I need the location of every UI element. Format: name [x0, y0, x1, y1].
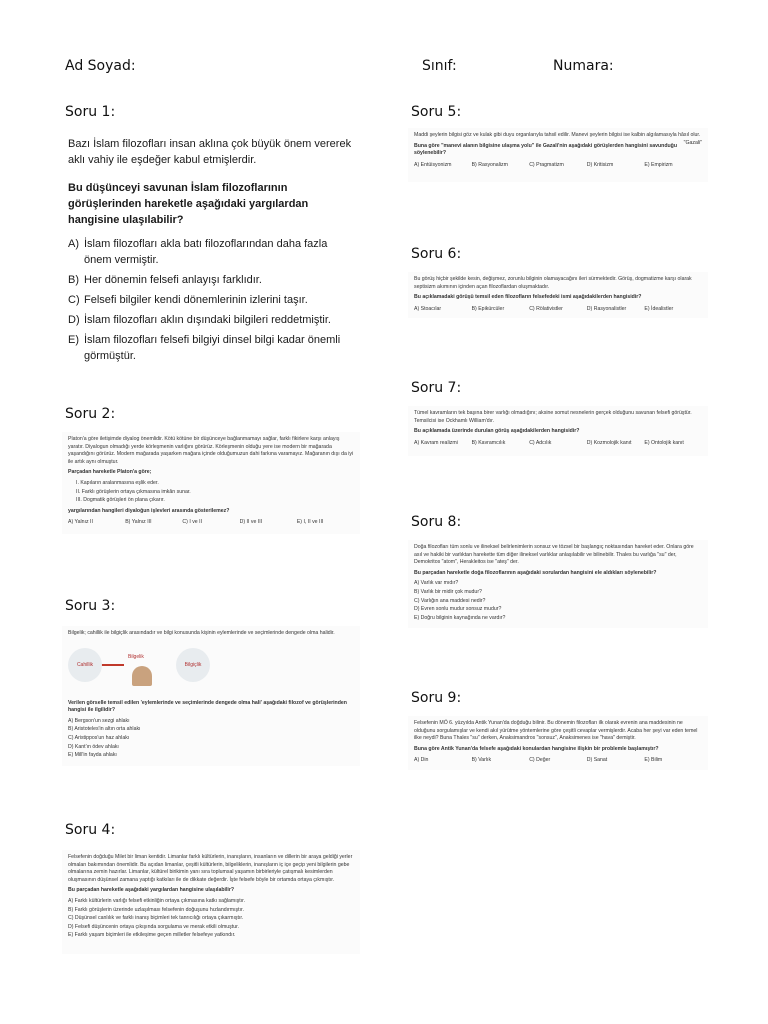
q7-option: E) Ontolojik kanıt [644, 439, 684, 446]
q4-body [62, 850, 360, 954]
q8-text: Doğa filozofları tüm sonlu ve ilineksel belirlenimlerin sonsuz ve tözsel bir başlangıç noktasından hareket eder. Onlara göre asıl ve hakiki bir varlıktan harekette tüm diğer ilineksel varlıklar anlaşılabilir ve bilinebilir. Thales bu varlığa "su" der, Demokritos "atom", Herakleitos ise "ateş" der. [414, 544, 694, 566]
q3-option: A) Bergson'un sezgi ahlakı [68, 717, 130, 724]
q5-question: Buna göre "manevi alanın bilgisine ulaşma yolu" ile Gazali'nin aşağıdaki görüşlerden hangisini savunduğu söylenebilir? [414, 142, 677, 157]
q1-option-a: A) İslam filozofları akla batı filozoflarından daha fazla önem vermiştir. [68, 238, 328, 266]
q2-option: A) Yalnız II [68, 519, 93, 526]
q2-lead: Parçadan hareketle Platon'a göre; [68, 469, 152, 476]
q1-text: Bazı İslam filozofları insan aklına çok büyük önem vererek aklı vahiy ile eşdeğer kabul etmişlerdir. [68, 138, 352, 166]
balance-fulcrum [132, 666, 152, 686]
figure-middle-label: Bilgelik [128, 653, 144, 660]
q4-option: B) Farklı görüşlerin üzerinde uzlaşılması felsefenin doğuşunu hızlandırmıştır. [68, 906, 244, 913]
q1-option-b: B) Her dönemin felsefi anlayışı farklıdır. [68, 274, 262, 286]
q9-options [414, 757, 702, 765]
q6-option: A) Stoacılar [414, 305, 442, 312]
q3-question: Verilen görselle temsil edilen 'eylemlerinde ve seçimlerinde dengede olma hali' aşağıdaki filozof ve görüşlerinden hangisi ile ilgilidir? [68, 699, 347, 714]
q9-option: C) Değer [529, 757, 551, 764]
q9-option: D) Sanat [586, 757, 608, 764]
q2-option: C) I ve II [182, 519, 203, 526]
q8-option: A) Varlık var mıdır? [414, 580, 459, 587]
number-label: Numara: [553, 58, 614, 74]
q3-text: Bilgelik; cahillik ile bilgiçlik arasındadır ve bilgi konusunda kişinin eylemlerinde ve seçimlerinde dengede olma halidir. [68, 630, 335, 636]
q3-option: C) Aristippos'un haz ahlakı [68, 734, 130, 741]
q2-text: Platon'a göre iletişimde diyalog önemlidir. Kötü kötüne bir düşünceye bağlanmamayı sağlar, farklı fikirlere karşı anlayış yaratır. Diyalogun olmadığı yerde körleşmenin varlığını görürüz. Körleşmenin olduğu yere ise modern bir mağarada yaşandığını görürüz. Modern mağarada yaşarken mağara içinde olduğumuzun dahi farkına varamayız. Mağaranın dışı da iyi ile artık aynı olmuştur. [68, 436, 354, 465]
q2-body [62, 432, 360, 534]
q8-option: B) Varlık bir midir çok mudur? [414, 588, 482, 595]
q9-body [408, 716, 708, 770]
q8-option: C) Varlığın ana maddesi nedir? [414, 597, 486, 604]
q6-text: Bu görüş hiçbir şekilde kesin, değişmez, zorunlu bilginin olamayacağını ileri sürmektedir. Görüş, dogmatizme karşı olarak septisizm akımının içinden açan filozoflardan oluşmaktadır. [414, 276, 692, 290]
q2-item: I. Kapıların aralanmasına eşlik eder. [76, 479, 159, 486]
q7-question: Bu açıklamada üzerinde durulan görüş aşağıdakilerden hangisidir? [414, 428, 580, 435]
name-label: Ad Soyad: [65, 58, 136, 74]
q7-options [414, 440, 702, 448]
q4-option: D) Felsefi düşüncenin ortaya çıkışında sorgulama ve merak etkili olmuştur. [68, 923, 239, 930]
q2-option: D) II ve III [239, 519, 263, 526]
q9-option: B) Varlık [471, 757, 492, 764]
q1-option-e: E) İslam filozofları felsefi bilgiyi dinsel bilgi kadar önemli görmüştür. [68, 334, 341, 362]
q5-title: Soru 5: [411, 104, 462, 120]
q2-option: B) Yalnız III [125, 519, 152, 526]
q6-option: E) İdealistler [644, 305, 674, 312]
q1-title: Soru 1: [65, 104, 116, 120]
q8-question: Bu parçadan hareketle doğa filozoflarının aşağıdaki sorulardan hangisini ele aldıkları söylenebilir? [414, 569, 657, 576]
q8-body [408, 540, 708, 628]
q6-question: Bu açıklamadaki görüşü temsil eden filozofların felsefedeki ismi aşağıdakilerden hangisidir? [414, 294, 642, 301]
figure-left-sphere: Cahillik [68, 648, 102, 682]
q9-title: Soru 9: [411, 690, 462, 706]
q7-option: A) Kavram realizmi [414, 439, 458, 446]
q9-question: Buna göre Antik Yunan'da felsefe aşağıdaki konulardan hangisine ilişkin bir problemle başlamıştır? [414, 745, 659, 752]
q8-option: E) Doğru bilginin kaynağında ne vardır? [414, 614, 506, 621]
q6-body [408, 272, 708, 318]
q5-option: E) Empirizm [644, 161, 673, 168]
q7-option: D) Kozmolojik kanıt [586, 439, 632, 446]
q5-options [414, 162, 702, 170]
q2-title: Soru 2: [65, 406, 116, 422]
q4-title: Soru 4: [65, 822, 116, 838]
q4-options [68, 898, 354, 940]
q6-option: B) Epikürcüler [471, 305, 505, 312]
q8-title: Soru 8: [411, 514, 462, 530]
q5-quote-source: "Gazali" [683, 139, 702, 146]
q7-body [408, 406, 708, 456]
q5-option: D) Kritisizm [586, 161, 614, 168]
balance-figure [68, 642, 354, 694]
q3-option: D) Kant'ın ödev ahlakı [68, 743, 119, 750]
q1-option-d: D) İslam filozofları aklın dışındaki bilgileri reddetmiştir. [68, 314, 331, 326]
q6-option: C) Rölativistler [529, 305, 563, 312]
q5-option: B) Rasyonalizm [471, 161, 508, 168]
q9-text: Felsefenin MÖ 6. yüzyılda Antik Yunan'da doğduğu bilinir. Bu dönemin filozofları ilk olarak evrenin ana maddesinin ne olduğunu sorgulamışlar ve kendi akıl yürütme yöntemlerine göre çeşitli cevaplar vermişlerdir. Acaba her şeyi var eden temel ilke neydi? Buna Thales "su" derken, Anaksimandros "sonsuz", Anaksimenes ise "hava" demiştir. [414, 720, 698, 742]
q1-option-c: C) Felsefi bilgiler kendi dönemlerinin izlerini taşır. [68, 294, 308, 306]
q2-question: yargılarından hangileri diyaloğun işlevleri arasında gösterilemez? [68, 507, 230, 514]
q3-option: E) Mill'in fayda ahlakı [68, 752, 117, 759]
q2-item: III. Dogmatik görüşleri ön plana çıkarır. [76, 497, 165, 504]
q4-text: Felsefenin doğduğu Milet bir liman kentidir. Limanlar farklı kültürlerin, inanışların, insanların ve dillerin bir araya geldiği yerler olmaları bakımından önemlidir. Bu açıdan limanlar, çeşitli kültürlerin, bilgeliklerin, inanışların iç içe geçip yeni bilgilerin gebe olmalarına zemin hazırlar. Limanlar, kültürel birikimin yanı sıra toplumsal yaşamın birbirleriyle çatışmalı kesimlerden oluşmasının düşünsel zamana yaptığı katkıları ile de dikkate değerdir. İşte felsefe böyle bir ortamda ortaya çıkmıştır. [68, 854, 353, 883]
q5-option: A) Entüisyonizm [414, 161, 452, 168]
q2-options [68, 519, 354, 527]
figure-right-sphere: Bilgiçlik [176, 648, 210, 682]
q7-option: B) Kavramcılık [471, 439, 506, 446]
q4-option: C) Düşünsel canlılık ve farklı inanış biçimleri tek tanrıcılığı ortaya çıkarmıştır. [68, 915, 244, 922]
q1-question: Bu düşünceyi savunan İslam filozoflarının görüşlerinden hareketle aşağıdaki yargılardan hangisine ulaşılabilir? [68, 182, 309, 226]
q6-option: D) Rasyonalistler [586, 305, 627, 312]
q5-option: C) Pragmatizm [529, 161, 564, 168]
q7-title: Soru 7: [411, 380, 462, 396]
q6-options [414, 306, 702, 314]
q3-options [68, 718, 354, 760]
q7-option: C) Adcılık [529, 439, 552, 446]
q2-option: E) I, II ve III [296, 519, 324, 526]
q8-options [414, 580, 702, 622]
q7-text: Tümel kavramların tek başına birer varlığı olmadığını; aksine somut nesnelerin gerçek olduğunu savunan felsefi görüştür. Temsilcisi ise Ockhamlı William'dır. [414, 410, 692, 424]
q3-title: Soru 3: [65, 598, 116, 614]
q2-items [68, 480, 354, 505]
class-label: Sınıf: [422, 58, 457, 74]
q9-option: E) Bilim [644, 757, 663, 764]
q3-body [62, 626, 360, 766]
q4-option: E) Farklı yaşam biçimleri ile etkileşime geçen milletler felsefeye yatkındır. [68, 932, 236, 939]
q2-item: II. Farklı görüşlerin ortaya çıkmasına imkân sunar. [76, 488, 191, 495]
q5-text: Maddi şeylerin bilgisi göz ve kulak gibi duyu organlarıyla tahsil edilir. Manevi şeylerin bilgisi ise kalbin algılamasıyla hâsıl olur. "Gazali" [414, 132, 702, 146]
q1-body [68, 136, 353, 368]
q4-question: Bu parçadan hareketle aşağıdaki yargılardan hangisine ulaşılabilir? [68, 887, 235, 894]
q6-title: Soru 6: [411, 246, 462, 262]
q9-option: A) Din [414, 757, 429, 764]
q3-option: B) Aristoteles'in altın orta ahlakı [68, 726, 141, 733]
q8-option: D) Evren sonlu mudur sonsuz mudur? [414, 606, 502, 613]
q4-option: A) Farklı kültürlerin varlığı felsefi etkinliğin ortaya çıkmasına katkı sağlamıştır. [68, 897, 246, 904]
q5-body [408, 128, 708, 182]
